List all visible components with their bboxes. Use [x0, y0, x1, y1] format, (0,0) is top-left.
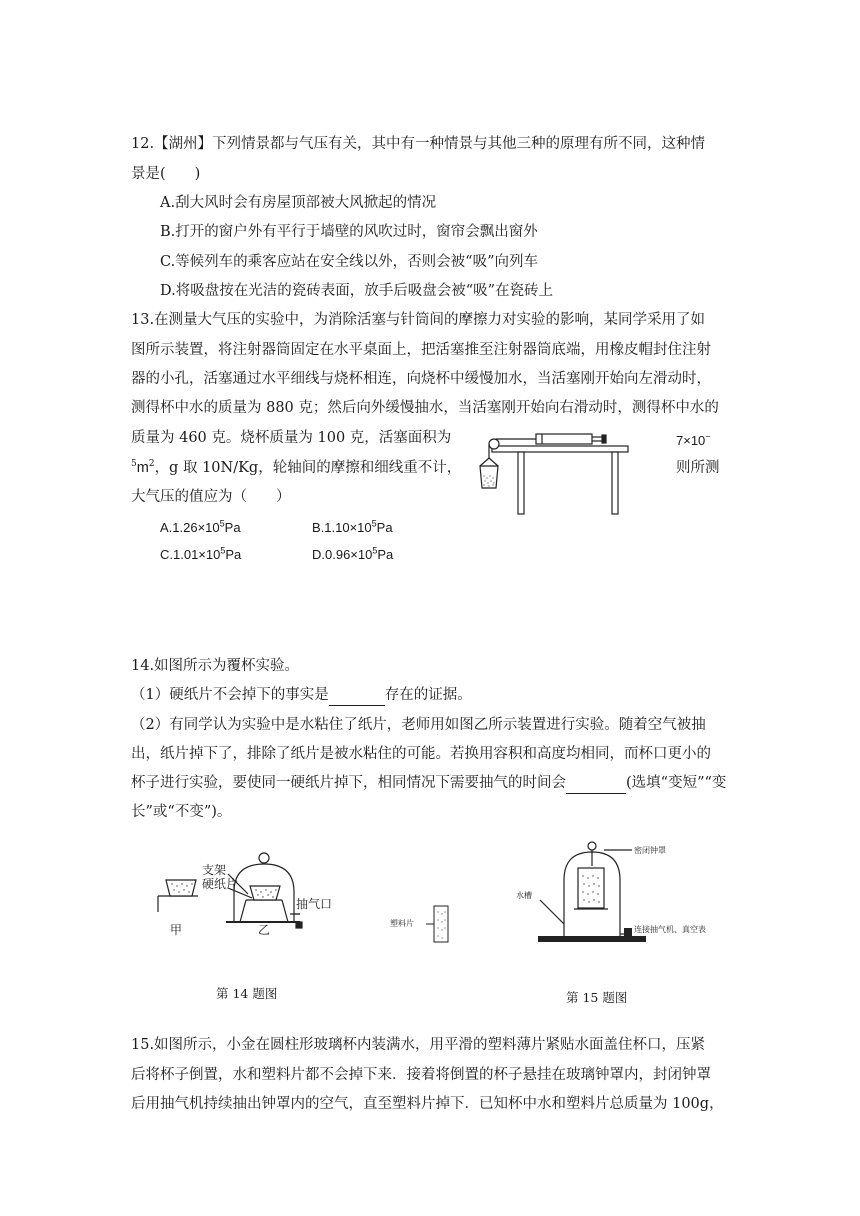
q13-option-a-unit: Pa [224, 520, 241, 535]
q13-option-d-exp: 5 [372, 545, 378, 556]
q13-option-b-unit: Pa [376, 520, 393, 535]
q14-label-yi: 乙 [258, 923, 271, 937]
q13-line6 [131, 458, 461, 478]
q14-title: 14.如图所示为覆杯实验。 [131, 658, 300, 674]
q15-label-cover: 密闭钟罩 [634, 846, 666, 855]
q14-part2-line3 [131, 773, 726, 794]
q14-label-support: 支架 [202, 863, 227, 877]
q13-line4: 测得杯中水的质量为 880 克；然后向外缓慢抽水，当活塞刚开始向右滑动时，测得杯中水的 [131, 400, 719, 416]
q13-line7: 大气压的值应为（ ） [131, 489, 291, 505]
q15-label-plastic: 塑料片 [390, 919, 414, 928]
q13-option-c-value: C.1.01×10 [160, 547, 221, 562]
q14-label-outlet: 抽气口 [296, 897, 333, 911]
q12-option-d: D.将吸盘按在光洁的瓷砖表面，放手后吸盘会被“吸”在瓷砖上 [160, 283, 554, 299]
q13-option-b-exp: 5 [371, 518, 377, 529]
q15-line3: 后用抽气机持续抽出钟罩内的空气，直至塑料片掉下．已知杯中水和塑料片总质量为 100g， [131, 1096, 724, 1112]
q15-label-tank: 水槽 [516, 891, 532, 900]
q13-line6-text: ，g 取 10N/Kg，轮轴间的摩擦和细线重不计， [154, 460, 462, 476]
q14-label-card: 硬纸片 [202, 877, 239, 891]
q14-part1-text-a: （1）硬纸片不会掉下的事实是 [131, 687, 329, 703]
q13-line1: 13.在测量大气压的实验中，为消除活塞与针筒间的摩擦力对实验的影响，某同学采用了如 [131, 312, 706, 328]
q14-part1-text-b: 存在的证据。 [384, 687, 472, 703]
q12-option-b: B.打开的窗户外有平行于墙壁的风吹过时，窗帘会飘出窗外 [160, 224, 538, 240]
q15-bell-jar-figure [512, 836, 732, 946]
q15-figure-caption: 第 15 题图 [566, 990, 628, 1005]
q13-area-exp: − [705, 431, 711, 442]
q15-line1: 15.如图所示，小金在圆柱形玻璃杯内装满水，用平滑的塑料薄片紧贴水面盖住杯口，压紧 [131, 1037, 706, 1053]
q13-option-b [312, 518, 393, 538]
q13-option-d-value: D.0.96×10 [312, 547, 373, 562]
q15-line2: 后将杯子倒置，水和塑料片都不会掉下来．接着将倒置的杯子悬挂在玻璃钟罩内，封闭钟罩 [131, 1067, 711, 1083]
q14-blank-1[interactable] [329, 685, 385, 706]
q14-part2-line3-text-a: 杯子进行实验，要使同一硬纸片掉下，相同情况下需要抽气的时间会 [131, 775, 566, 791]
q14-figure [150, 842, 333, 942]
q12-line2: 景是( ) [131, 166, 201, 182]
q14-part2-line3-text-b: (选填“变短”“变 [626, 775, 727, 791]
q13-option-d [312, 545, 393, 565]
q15-label-pump: 连接抽气机、真空表 [634, 925, 706, 934]
q13-option-a [160, 518, 241, 538]
q13-option-c [160, 545, 241, 565]
q14-part2-line1: （2）有同学认为实验中是水粘住了纸片，老师用如图乙所示装置进行实验。随着空气被抽 [131, 717, 706, 733]
q14-figure-caption: 第 14 题图 [216, 986, 278, 1001]
q13-line6-unit: m [136, 460, 149, 476]
q13-option-d-unit: Pa [377, 547, 394, 562]
q13-option-c-exp: 5 [220, 545, 226, 556]
q13-area-value [676, 431, 711, 451]
q13-line3: 器的小孔，活塞通过水平细线与烧杯相连，向烧杯中缓慢加水，当活塞刚开始向左滑动时， [131, 371, 711, 387]
q13-area-text: 7×10 [676, 433, 706, 448]
q12-option-a: A.刮大风时会有房屋顶部被大风掀起的情况 [160, 195, 437, 211]
q14-blank-2[interactable] [566, 773, 626, 794]
q13-line6-unit-exp: 2 [148, 459, 155, 470]
q12-line1: 12.【湖州】下列情景都与气压有关，其中有一种情景与其他三种的原理有所不同，这种情 [131, 136, 706, 152]
q13-line2: 图所示装置，将注射器筒固定在水平桌面上，把活塞推至注射器筒底端，用橡皮帽封住注射 [131, 342, 711, 358]
q13-option-a-value: A.1.26×10 [160, 520, 220, 535]
q14-part2-line2: 出，纸片掉下了，排除了纸片是被水粘住的可能。若换用容积和高度均相同，而杯口更小的 [131, 746, 711, 762]
q13-line5: 质量为 460 克。烧杯质量为 100 克，活塞面积为 [131, 430, 452, 446]
q13-option-a-exp: 5 [219, 518, 225, 529]
q13-apparatus-figure [478, 426, 638, 516]
q14-label-jia: 甲 [170, 923, 183, 937]
q13-option-b-value: B.1.10×10 [312, 520, 372, 535]
q14-part1 [131, 685, 472, 706]
q13-line6-exp: 5 [131, 459, 137, 470]
q13-line6-right: 则所测 [676, 460, 720, 476]
q13-option-c-unit: Pa [225, 547, 242, 562]
q15-plastic-card-figure [388, 902, 468, 946]
q12-option-c: C.等候列车的乘客应站在安全线以外，否则会被“吸”向列车 [160, 254, 539, 270]
q14-part2-line4: 长”或“不变”)。 [131, 804, 232, 820]
